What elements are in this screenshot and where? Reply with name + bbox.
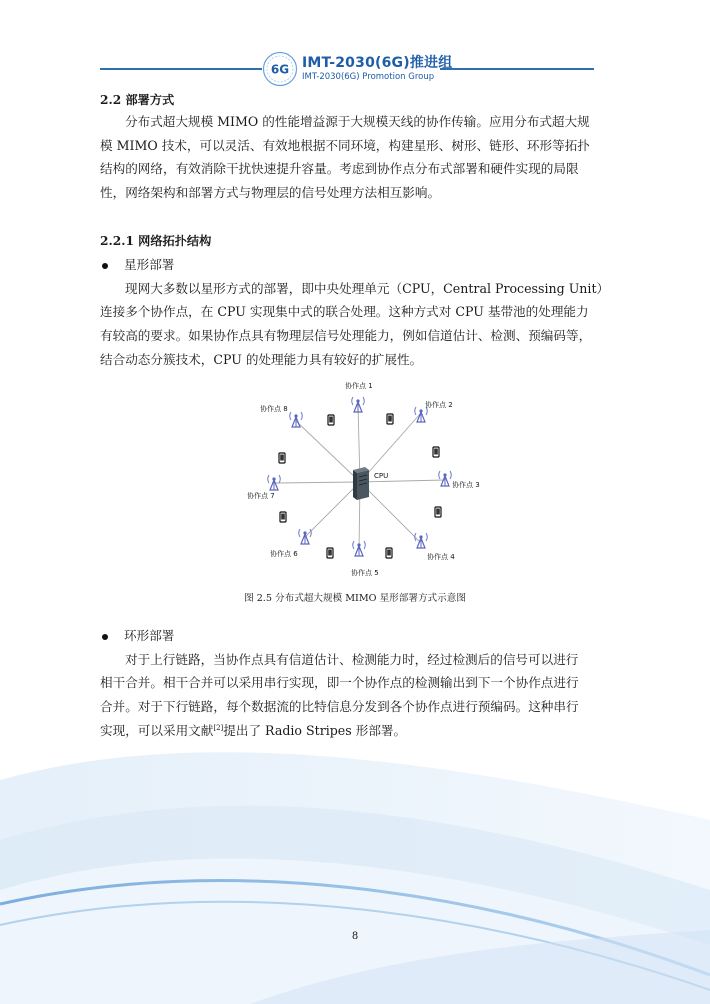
figure-caption: 图 2.5 分布式超大规模 MIMO 星形部署方式示意图 — [244, 593, 466, 604]
star-topology-figure — [240, 376, 490, 586]
ring-label: 环形部署 — [124, 628, 175, 643]
section-para-line-1: 分布式超大规模 MIMO 的性能增益源于大规模天线的协作传输。应用分布式超大规 — [125, 114, 590, 129]
ring-line-4-prefix: 实现，可以采用文献 — [100, 723, 214, 739]
ring-line-4-suffix: 提出了 Radio Stripes 形部署。 — [223, 723, 407, 739]
star-label: 星形部署 — [124, 257, 175, 272]
header-title: IMT-2030(6G)推进组 — [302, 55, 453, 71]
section-para-line-2: 模 MIMO 技术，可以灵活、有效地根据不同环境，构建星形、树形、链形、环形等拓扑 — [100, 138, 590, 153]
star-line-1: 现网大多数以星形方式的部署，即中央处理单元（CPU，Central Processing Unit） — [125, 281, 610, 296]
node-label-4: 协作点 4 — [427, 553, 455, 561]
reference-link[interactable]: [2] — [213, 724, 224, 732]
page-number: 8 — [351, 931, 359, 942]
bullet-ring — [102, 634, 108, 640]
star-line-2: 连接多个协作点，在 CPU 实现集中式的联合处理。这种方式对 CPU 基带池的处理能力 — [100, 304, 589, 319]
cpu-label: CPU — [374, 472, 389, 480]
node-label-7: 协作点 7 — [247, 492, 275, 500]
header-subtitle: IMT-2030(6G) Promotion Group — [302, 72, 435, 82]
ring-line-4 — [100, 725, 406, 738]
section-para-line-3: 结构的网络，有效消除干扰快速提升容量。考虑到协作点分布式部署和硬件实现的局限 — [100, 161, 579, 176]
section-heading: 2.2 部署方式 — [100, 93, 175, 107]
node-label-6: 协作点 6 — [270, 550, 298, 558]
cpu-server-icon — [353, 467, 369, 500]
ring-line-2: 相干合并。相干合并可以采用串行实现，即一个协作点的检测输出到下一个协作点进行 — [100, 675, 579, 690]
node-label-2: 协作点 2 — [425, 401, 453, 409]
bullet-star — [102, 263, 108, 269]
node-label-3: 协作点 3 — [452, 481, 480, 489]
imt2030-logo-icon — [262, 51, 298, 87]
subsection-heading: 2.2.1 网络拓扑结构 — [100, 234, 212, 248]
section-para-line-4: 性，网络架构和部署方式与物理层的信号处理方法相互影响。 — [100, 185, 441, 200]
ring-line-1: 对于上行链路，当协作点具有信道估计、检测能力时，经过检测后的信号可以进行 — [125, 652, 579, 667]
header-rule-left — [100, 68, 262, 70]
ring-line-3: 合并。对于下行链路，每个数据流的比特信息分发到各个协作点进行预编码。这种串行 — [100, 699, 579, 714]
node-label-8: 协作点 8 — [260, 405, 288, 413]
star-line-3: 有较高的要求。如果协作点具有物理层信号处理能力，例如信道估计、检测、预编码等， — [100, 328, 592, 343]
node-label-1: 协作点 1 — [345, 382, 373, 390]
star-line-4: 结合动态分簇技术，CPU 的处理能力具有较好的扩展性。 — [100, 352, 423, 367]
node-label-5: 协作点 5 — [351, 569, 379, 577]
header-rule-right — [440, 68, 594, 70]
logo-text: 6G — [270, 62, 290, 77]
